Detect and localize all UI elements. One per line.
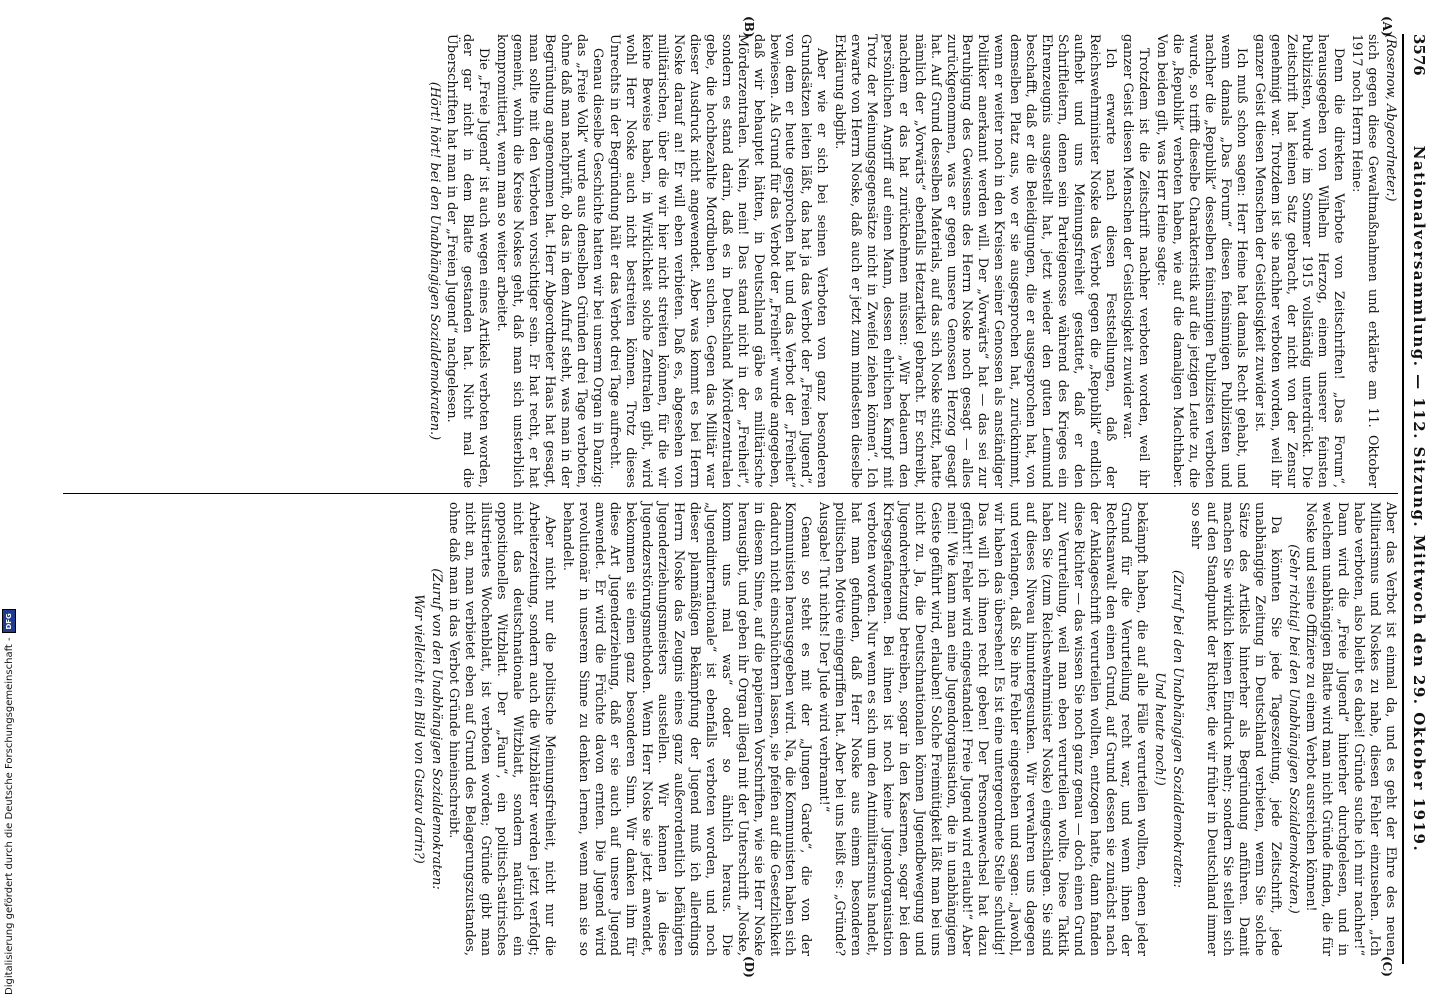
paragraph: Ich erwarte nach diesen Feststellungen, daß der Reichswehrminister Noske das Verbot gegen die „Republik“ endlich aufhebt und uns Meinungsfreiheit gestattet, daß er den Schriftleitern, denen sein Parteigenosse während des Krieges ein Ehrenzeugnis ausgestellt hat, jetzt wieder den guten Leumund beschafft, daß er die Beleidigungen, die er ausgesprochen hat, von demselben Platz aus, wo er sie ausgesprochen hat, zurücknimmt, wenn er weiter noch in den Kreisen seiner Genossen als anständiger Politiker anerkannt werden will. Der „Vorwärts“ hat — das sei zur Beruhigung des Gewissens des Herrn Noske noch gesagt — alles zurückgenommen, was er gegen unsere Genossen Herzog gesagt hat. Auf Grund desselben Materials, auf das sich Noske stützt, hatte nämlich der „Vorwärts“ ebenfalls Hetzartikel gebracht. Er schreibt, nachdem er das hat zurücknehmen müssen: „Wir bedauern den persönlichen Angriff auf einen Mann, dessen ehrlichen Kampf mit Trotz der Meinungsgegensätze nicht in Zweifel ziehen können“. Ich erwarte von Herrn Noske, daß auch er jetzt zum mindesten dieselbe Erklärung abgibt. xyxy=(832,34,1118,488)
page-number: 3576 xyxy=(1410,34,1428,76)
paragraph: Die „Freie Jugend“ ist auch wegen eines Artikels verboten worden, der gar nicht in dem Blatte gestanden hat. Nicht mal die Überschriften hat man in der „Freien Jugend“ nachgelesen. xyxy=(444,34,492,488)
header-title: Nationalversammlung. — 112. Sitzung. Mittwoch den 29. Oktober 1919. xyxy=(1410,145,1428,853)
margin-mark-a: (A) xyxy=(1380,16,1394,37)
paragraph: bekämpft haben, die auf alle Fälle verurteilen wollten, denen jeder Grund für die Verurteilung recht war, und wenn ihnen der Rechtsanwalt den einen Grund, auf Grund dessen sie zunächst nach der Anklageschrift verurteilen wollten, entzogen hatte, dann fanden diese Richter — das wissen Sie noch ganz genau — doch einen Grund zur Verurteilung, weil man eben verurteilen wollte. Diese Taktik haben Sie (zum Reichswehrminister Noske) eingeschlagen. Sie sind auf dieses Niveau hinuntergesunken. Wir verwahren uns dagegen und verlangen, daß Sie ihre Fehler eingestehen und sagen: „Jawohl, wir haben das übersehen! Es ist eine untergeordnete Stelle schuldig! Das will ich ihnen recht geben! Der Personenwechsel hat dazu geführt! Fehler wird eingestanden! Freie Jugend wird erlaubt!“ Aber nein! Wie kann man eine Jugendorganisation, die in unabhängigem Geiste geführt wird, erlauben! Solche Freimütigkeit läßt man bei uns nicht zu. Ja, die Deutschnationalen können Jugendbewegung und Jugendverhetzung betreiben, sogar in den Kasernen, sogar bei den Kriegsgefangenen. Bei ihnen ist noch keine Jugendorganisation verboten worden. Nur wenn es sich um den Antimilitarismus handelt, hat man gefunden, daß Herr Noske aus einem besonderen politischen Motive eingegriffen hat. Aber bei uns heißt es: „Gründe? Ausgabe! Tut nichts! Der Jude wird verbrannt!“ xyxy=(816,502,1150,956)
interjection: (Sehr richtig! bei den Unabhängigen Sozialdemokraten.) xyxy=(1285,544,1301,914)
interjection: Und heute noch!) xyxy=(1152,672,1168,786)
interjection: (Zuruf bei den Unabhängigen Sozialdemokraten: xyxy=(1170,569,1186,888)
digitization-footer xyxy=(2,609,16,995)
dfg-logo: DFG xyxy=(2,609,16,633)
paragraph: Aber nicht nur die politische Meinungsfreiheit, nicht nur die Arbeiterzeitung, sondern auch die Witzblätter werden jetzt verfolgt; nicht das deutschnationale Witzblatt, sondern natürlich ein oppositionelles Witzblatt. Der „Faun“, ein politisch-satirisches illustriertes Wochenblatt, ist verboten worden; Gründe gibt man nicht an, man verbietet eben auf Grund des Belagerungszustandes, ohne daß man in das Verbot Gründe hineinschreibt. xyxy=(446,502,557,956)
paragraph: Da könnten Sie jede Tageszeitung, jede Zeitschrift, jede unabhängige Zeitung in Deutschland verbieten, wenn Sie solche Sätze des Artikels hinterher als Begründung anführen. Damit machen Sie wirklich keinen Eindruck mehr; sondern Sie stellen sich auf den Standpunkt der Richter, die wir früher in Deutschland immer so sehr xyxy=(1188,502,1283,956)
paragraph: Aber das Verbot ist einmal da, und es geht der Ehre des neuen Militarismus und Noskes zu nahe, diesen Fehler einzusehen. „Ich habe verboten, also bleibt es dabei! Gründe suche ich mir nachher!“ Dann wird die „Freie Jugend“ hinterher durchgelesen, und in welchem unabhängigen Blatte wird man nicht Gründe finden, die für Noske und seine Offiziere zu einem Verbot ausreichen können! xyxy=(1303,502,1398,956)
footer-text: Digitalisierung gefördert durch die Deutsche Forschungsgemeinschaft - xyxy=(3,637,15,995)
interjection: (Zuruf von den Unabhängigen Sozialdemokraten: xyxy=(428,568,444,890)
quote-paragraph: Denn die direkten Verbote von Zeitschriften! „Das Forum“, herausgegeben von Wilhelm Herzog, einem unserer feinsten Publizisten, wurde im Sommer 1915 vollständig unterdrückt. Die Zeitschrift hat keinen Satz gebracht, der nicht von der Zensur genehmigt war. Trotzdem ist sie nachher verboten worden, weil ihr ganzer Geist diesen Menschen der Geistlosigkeit zuwider ist. xyxy=(1251,34,1347,488)
interjection: (Hört! hört! bei den Unabhängigen Sozialdemokraten.) xyxy=(426,81,442,441)
margin-mark-c: (C) xyxy=(1380,956,1394,977)
right-column xyxy=(408,502,1398,956)
paragraph: Genau dieselbe Geschichte hatten wir bei unserm Organ in Danzig: das „Freie Volk“ wurde aus denselben Gründen drei Tage verboten, ohne daß man nachprüft, ob das in dem Aufruf steht, was man in der Begründung angenommen hat. Herr Abgeordneter Haas hat gesagt, man sollte mit den Verboten vorsichtiger sein. Er hat recht, er hat gemeint, wohin die Kreise Noskes geht, daß man sich unsterblich kompromittiert, wenn man so weiter arbeitet. xyxy=(494,34,605,488)
left-column xyxy=(424,34,1398,488)
running-header xyxy=(1402,34,1430,964)
paragraph: Aber wie er sich bei seinen Verboten von ganz besonderen Grundsätzen leiten läßt, das hat ja das Verbot der „Freien Jugend“, von dem er heute gesprochen hat und das Verbot der „Freiheit“ bewiesen. Als Grund für das Verbot der „Freiheit“ wurde angegeben, daß wir behauptet hätten, in Deutschland gäbe es militärische Mörderzentralen. Nein, nein! Das stand nicht in der „Freiheit“, sondern es stand darin, daß es in Deutschland Mörderzentralen gebe, die hochbezahlte Mordbuben suchen. Gegen das Militär war dieser Ausdruck nicht angewendet. Aber was kommt es bei Herrn Noske darauf an! Er will eben verbieten. Daß es, abgesehen von militärischen, über die wir hier nicht streiten können, für die wir keine Beweise haben, in Wirklichkeit solche Zentralen gibt, wird wohl Herr Noske auch nicht bestreiten können. Trotz dieses Unrechts in der Begründung hält er das Verbot drei Tage aufrecht. xyxy=(607,34,830,488)
interjection: War vielleicht ein Bild von Gustav darin?) xyxy=(410,594,426,864)
scanned-page xyxy=(36,16,1434,980)
column-divider xyxy=(63,493,1398,494)
paragraph: Ich muß schon sagen: Herr Heine hat damals Recht gehabt, und wenn damals „Das Forum“ diesen feinsinnigen Publizisten und nachher die „Republik“ desselben feinsinnigen Publizisten verboten wurde, so trifft dieselbe Charakteristik auf die jetzigen Leute zu, die die „Republik“ verboten haben, wie auf die damaligen Machthaber. Von beiden gilt, was Herr Heine sagte: xyxy=(1154,34,1249,488)
margin-mark-d: (D) xyxy=(742,956,756,978)
margin-mark-b: (B) xyxy=(742,16,756,38)
speaker-line: (Rosenow, Abgeordneter.) xyxy=(1383,34,1398,202)
quote-paragraph: Trotzdem ist die Zeitschrift nachher verboten worden, weil ihr ganzer Geist diesen Menschen der Geistlosigkeit zuwider war. xyxy=(1120,34,1152,488)
paragraph: Genau so steht es mit der „Jungen Garde“, die von der Kommunisten herausgegeben wird. Na, die Kommunisten haben sich dadurch nicht einschüchtern lassen, sie pfeifen auf die Gesetzlichkeit in diesem Sinne, auf die papiernen Vorschriften, wie sie Herr Noske herausgibt, und geben ihr Organ illegal mit der Unterschrift „Noske, komm uns mal was“ oder so ähnlich heraus. Die „Jugendinternationale“ ist ebenfalls verboten worden, und noch dieser planmäßigen Bekämpfung der Jugend muß ich allerdings Herrn Noske das Zeugnis eines ganz außerordentlich befähigten Jugenderziehungsmeisters ausstellen. Wir kennen ja diese Jugendzerstörungsmethoden. Wenn Herr Noske sie jetzt anwendet, bekommen sie einen ganz besonderen Sinn. Wir danken ihm für diese Art Jugenderziehung, daß er sie auch auf unsere Jugend anwendet. Er wird die Früchte davon ernten. Die Jugend wird revolutionär in unserem Sinne zu denken lernen, wenn man sie so behandelt. xyxy=(559,502,814,956)
paragraph: sich gegen diese Gewaltmaßnahmen und erklärte am 11. Oktober 1917 noch Herrn Heine: xyxy=(1349,34,1381,488)
